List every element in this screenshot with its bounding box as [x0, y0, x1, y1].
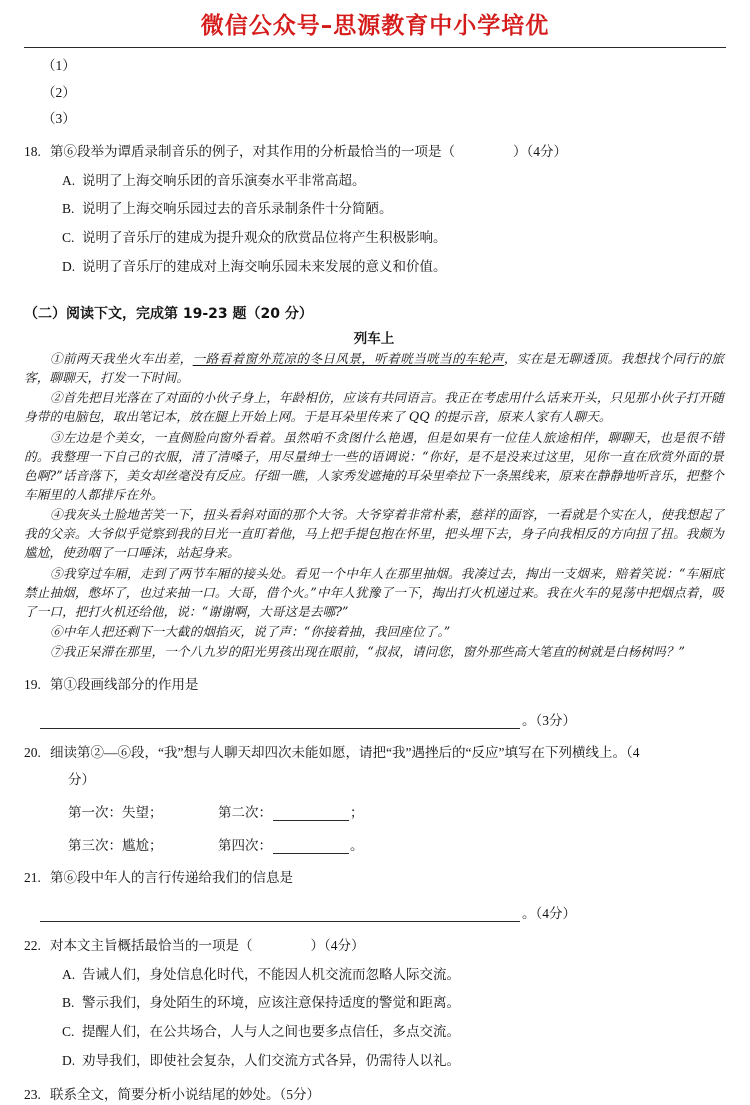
option-text: 说明了音乐厅的建成对上海交响乐园未来发展的意义和价值。: [82, 259, 447, 275]
answer-line[interactable]: [40, 908, 520, 922]
question-19-text: 第①段画线部分的作用是: [50, 677, 199, 693]
question-22-option-a[interactable]: [62, 966, 724, 985]
question-22-text: [50, 936, 724, 956]
question-18-option-a[interactable]: [62, 172, 724, 191]
list-item: （1）: [42, 58, 76, 74]
passage-paragraph-6: ⑥中年人把还剩下一大截的烟掐灭，说了声：“你接着抽，我回座位了。”: [50, 624, 451, 640]
paragraph-1-part-b: ，实在是无聊透顶。我想找个同行的旅客，聊聊天，打发一下时间。: [24, 351, 725, 386]
paragraph-1-part-a: ①前两天我坐火车出差，: [50, 351, 193, 367]
option-text: 提醒人们，在公共场合，人与人之间也要多点信任，多点交流。: [82, 1024, 460, 1040]
fill-cell-second: [218, 834, 368, 854]
fill-label: 第二次：: [218, 805, 272, 821]
question-22-option-c[interactable]: [62, 1023, 724, 1042]
question-18-score: ）（4分）: [513, 143, 567, 159]
question-18: [24, 142, 724, 162]
question-18-option-d[interactable]: [62, 258, 724, 277]
passage-paragraph-5: ⑤我穿过车厢，走到了两节车厢的接头处。看见一个中年人在那里抽烟。我凑过去，掏出一支烟来，赔着笑说：“车厢底禁止抽烟，憋坏了，也过来抽一口。大哥，借个火。”中年人犹豫了一下，掏出打火机递过来。我在火车的晃荡中把烟点着，吸了一口，把打火机还给他，说：“谢谢啊，大哥这是去哪?”: [24, 565, 724, 619]
option-text: 劝导我们，即使社会复杂，人们交流方式各异，仍需待人以礼。: [82, 1053, 460, 1069]
page-title: 微信公众号–思源教育中小学培优: [200, 13, 550, 39]
fill-punct: ；: [350, 805, 364, 821]
question-22-option-d[interactable]: [62, 1052, 724, 1071]
question-18-stem: 第⑥段举为谭盾录制音乐的例子，对其作用的分析最恰当的一项是（: [50, 143, 455, 159]
question-20-row-2: [68, 834, 724, 854]
option-label: C.: [62, 230, 75, 246]
question-18-option-b[interactable]: [62, 200, 724, 219]
option-label: D.: [62, 1053, 76, 1069]
reading-passage: [24, 349, 724, 661]
passage-paragraph-3: ③左边是个美女，一直侧脸向窗外看着。虽然咱不贪图什么艳遇，但是如果有一位佳人旅途相伴，聊聊天，也是很不错的。我整理一下自己的衣服，清了清嗓子，用尽量绅士一些的语调说：“你好，是不是没来过这里，见你一直在欣赏外面的景色啊?”话音落下，美女却丝毫没有反应。仔细一瞧，人家秀发遮掩的耳朵里牵拉下一条黑线来，原来在静静地听音乐，把整个车厢里的人都排斥在外。: [24, 429, 724, 503]
answer-blank[interactable]: [273, 807, 349, 821]
question-21-answer-row: [24, 902, 724, 922]
passage-paragraph-2: ②首先把目光落在了对面的小伙子身上，年龄相仿，应该有共同语言。我正在考虑用什么话来开头，只见那小伙子打开随身带的电脑包，取出笔记本，放在腿上开始上网。于是耳朵里传来了 QQ 的提示音，原来人家有人聊天。: [24, 390, 724, 425]
question-23: [24, 1085, 724, 1105]
fill-cell-first: [68, 801, 218, 821]
question-21-score: 。（4分）: [522, 906, 576, 921]
fill-value: 失望；: [122, 805, 163, 821]
list-item: （2）: [42, 84, 76, 100]
fill-label: 第一次：: [68, 805, 122, 821]
question-23-text: 联系全文，简要分析小说结尾的妙处。（5分）: [50, 1087, 320, 1103]
question-23-number: 23.: [24, 1087, 41, 1103]
fill-label: 第四次：: [218, 838, 272, 854]
answer-line[interactable]: [40, 715, 520, 729]
header-divider: [24, 47, 726, 48]
question-18-number: 18.: [24, 143, 41, 159]
passage-paragraph-4: ④我灰头土脸地苦笑一下，扭头看斜对面的那个大爷。大爷穿着非常朴素，慈祥的面容，一看就是个实在人，使我想起了我的父亲。大爷似乎觉察到我的目光一直盯着他，马上把手提包抱在怀里，把头埋下去，身子向我相反的方向扭了扭。我颇为尴尬，使劲咽了一口唾沫，站起身来。: [24, 507, 724, 561]
option-text: 告诫人们，身处信息化时代，不能因人机交流而忽略人际交流。: [82, 966, 460, 982]
question-20-text: 细读第②—⑥段，“我”想与人聊天却四次未能如愿，请把“我”遇挫后的“反应”填写在下列横线上。（4: [50, 744, 640, 760]
question-20: [24, 743, 724, 763]
passage-paragraph-7: ⑦我正呆滞在那里，一个八九岁的阳光男孩出现在眼前，“叔叔，请问您，窗外那些高大笔直的树就是白杨树吗？”: [50, 644, 686, 660]
answer-blank[interactable]: [273, 840, 349, 854]
option-text: 说明了上海交响乐团的音乐演奏水平非常高超。: [82, 172, 366, 188]
option-text: 说明了音乐厅的建成为提升观众的欣赏品位将产生积极影响。: [82, 230, 447, 246]
question-22-number: 22.: [24, 938, 41, 953]
option-label: A.: [62, 966, 76, 982]
question-22: [24, 936, 724, 956]
question-22-option-b[interactable]: [62, 994, 724, 1013]
question-20-number: 20.: [24, 744, 41, 760]
paragraph-1-underlined: 一路看着窗外荒凉的冬日风景，听着咣当咣当的车轮声: [192, 351, 504, 367]
page-content: [0, 57, 750, 1104]
question-21-number: 21.: [24, 870, 41, 886]
question-20-row-1: [68, 801, 724, 821]
question-22-stem: 对本文主旨概括最恰当的一项是（: [50, 938, 253, 953]
question-19-number: 19.: [24, 677, 41, 693]
question-19-score: 。（3分）: [522, 712, 576, 728]
option-label: C.: [62, 1024, 75, 1040]
option-label: D.: [62, 259, 76, 275]
question-19: [24, 675, 724, 695]
option-label: B.: [62, 201, 75, 217]
option-label: A.: [62, 172, 76, 188]
fill-cell-first: [68, 834, 218, 854]
question-20-text-wrap: 分）: [68, 772, 95, 788]
section-two-heading: （二）阅读下文，完成第 19-23 题（20 分）: [24, 306, 313, 323]
question-21-text: 第⑥段中年人的言行传递给我们的信息是: [50, 870, 293, 886]
question-21: [24, 868, 724, 888]
option-text: 警示我们，身处陌生的环境，应该注意保持适度的警觉和距离。: [82, 995, 460, 1011]
passage-title: 列车上: [353, 331, 395, 348]
question-18-option-c[interactable]: [62, 229, 724, 248]
question-18-text: [50, 142, 724, 162]
option-text: 说明了上海交响乐园过去的音乐录制条件十分简陋。: [82, 201, 393, 217]
option-label: B.: [62, 995, 75, 1011]
question-19-answer-row: [24, 709, 724, 729]
list-item: （3）: [42, 111, 76, 127]
fill-punct: 。: [350, 838, 364, 854]
passage-paragraph-1: [24, 349, 724, 387]
fill-label: 第三次：: [68, 838, 122, 854]
question-22-score: ）（4分）: [310, 938, 365, 953]
fill-value: 尴尬；: [122, 838, 163, 854]
fill-cell-second: [218, 801, 368, 821]
